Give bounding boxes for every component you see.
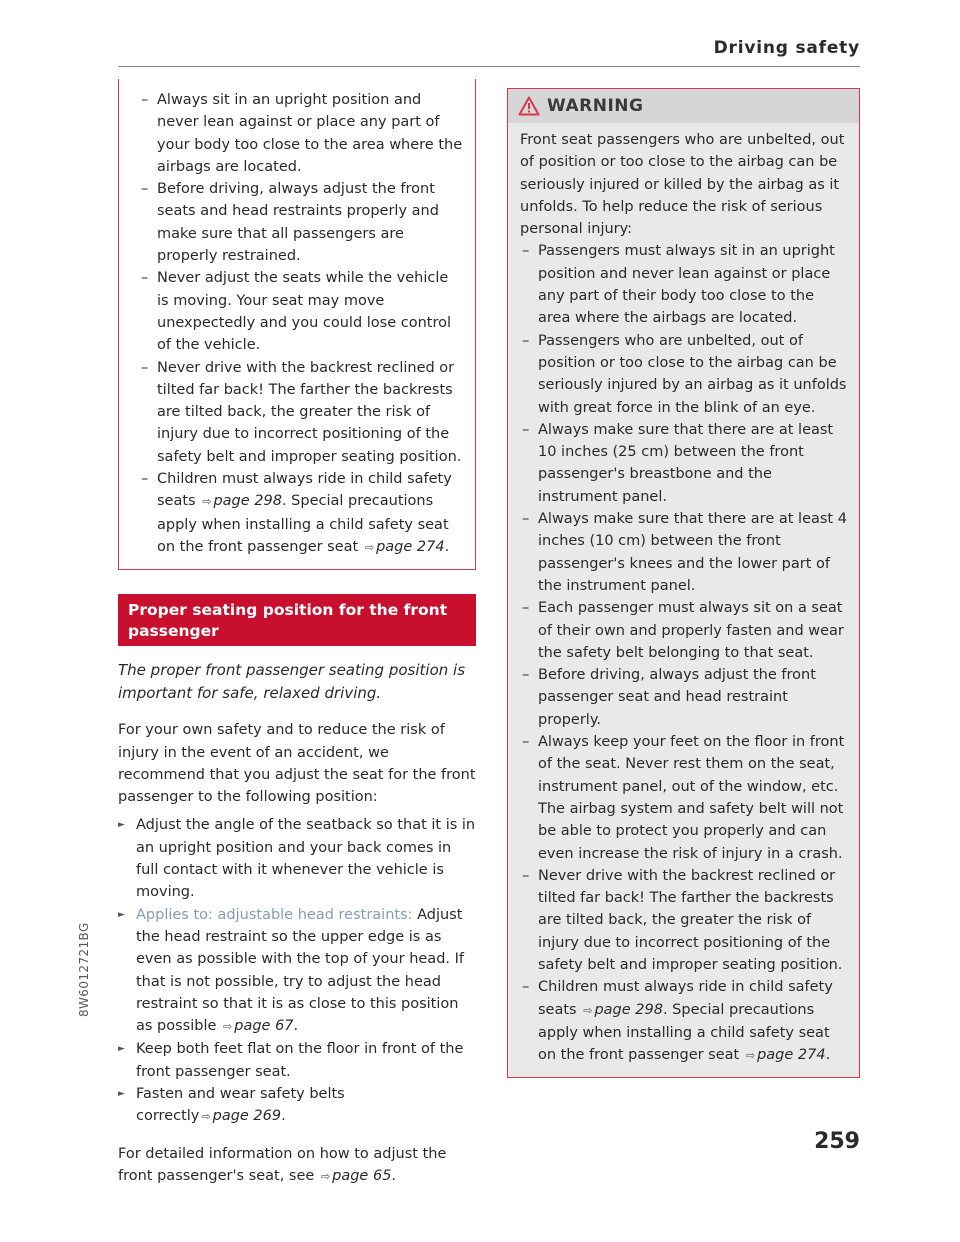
item-text: . Special precautions apply when installing a child safety seat on the front passenger seat [538, 1001, 830, 1064]
list-item: – Always keep your feet on the floor in front of the seat. Never rest them on the seat, instrument panel, out of the window, etc. The airbag system and safety belt will not be able to protect you properly and can even increase the risk of injury in a crash. [520, 731, 847, 865]
applies-to-note: Applies to: adjustable head restraints: [136, 906, 413, 923]
list-item: – Always make sure that there are at least 10 inches (25 cm) between the front passenger's breastbone and the instrument panel. [520, 419, 847, 508]
reference-arrow-icon: ⇨ [583, 1003, 593, 1017]
instruction-step [118, 904, 476, 1039]
left-column [118, 79, 476, 1188]
list-item: – Always sit in an upright position and never lean against or place any part of your body too close to the area where the airbags are located. [139, 89, 463, 178]
list-item: – Never drive with the backrest reclined or tilted far back! The farther the backrests are tilted back, the greater the risk of injury due to incorrect positioning of the safety belt and improper seating position. [139, 357, 463, 468]
list-item: – Never drive with the backrest reclined or tilted far back! The farther the backrests are tilted back, the greater the risk of injury due to incorrect positioning of the safety belt and improper seating position. [520, 865, 847, 976]
reference-arrow-icon: ⇨ [201, 1110, 211, 1124]
warning-triangle-icon [518, 96, 540, 116]
list-item: – Always make sure that there are at least 4 inches (10 cm) between the front passenger's knees and the lower part of the instrument panel. [520, 508, 847, 597]
instruction-step: ► Adjust the angle of the seatback so that it is in an upright position and your back comes in full contact with it whenever the vehicle is moving. [118, 814, 476, 903]
warning-title: WARNING [547, 96, 644, 116]
reference-page: page 274 [376, 538, 445, 555]
list-item: – Before driving, always adjust the front passenger seat and head restraint properly. [520, 664, 847, 731]
page-reference[interactable] [199, 1108, 281, 1124]
document-code: 8W6012721BG [77, 922, 91, 1017]
step-text: Fasten and wear safety belts correctly [136, 1085, 345, 1125]
reference-page: page 274 [757, 1047, 826, 1064]
body-paragraph: For your own safety and to reduce the risk of injury in the event of an accident, we recommend that you adjust the seat for the front passenger to the following position: [118, 722, 476, 806]
warning-continuation-list [139, 89, 463, 559]
warning-box [507, 88, 860, 1078]
warning-list [520, 240, 847, 1067]
page-reference[interactable] [200, 493, 282, 509]
item-text: . [444, 538, 450, 555]
list-item [139, 468, 463, 559]
item-text: Children must always ride in child safety seats [157, 471, 452, 510]
reference-arrow-icon: ⇨ [202, 495, 212, 509]
instruction-step [118, 1083, 476, 1129]
page-reference[interactable] [744, 1047, 826, 1063]
reference-arrow-icon: ⇨ [745, 1049, 756, 1063]
step-text: Adjust the head restraint so the upper edge is as even as possible with the top of your head. If that is not possible, try to adjust the head restraint so that it is as close to this position as possible [136, 906, 464, 1035]
page-number: 259 [814, 1129, 860, 1154]
reference-page: page 65 [332, 1167, 392, 1184]
step-text: . [293, 1018, 299, 1035]
section-heading: Proper seating position for the front passenger [118, 594, 476, 646]
item-text: . Special precautions apply when installing a child safety seat on the front passenger seat [157, 493, 449, 555]
reference-page: page 269 [212, 1108, 282, 1125]
page-reference[interactable] [581, 1002, 663, 1018]
section-intro: The proper front passenger seating position is important for safe, relaxed driving. [118, 661, 466, 703]
reference-arrow-icon: ⇨ [364, 540, 375, 554]
reference-page: page 298 [213, 493, 282, 510]
warning-intro: Front seat passengers who are unbelted, out of position or too close to the airbag can be seriously injured or killed by the airbag as it unfolds. To help reduce the risk of serious personal injury: [520, 132, 845, 238]
instruction-step: ► Keep both feet flat on the floor in front of the front passenger seat. [118, 1038, 476, 1083]
reference-page: page 67 [234, 1018, 294, 1035]
footer-paragraph [118, 1143, 476, 1189]
reference-arrow-icon: ⇨ [320, 1169, 331, 1183]
paragraph-text: For detailed information on how to adjust the front passenger's seat, see [118, 1145, 447, 1184]
page-reference[interactable] [221, 1018, 294, 1034]
item-text: Children must always ride in child safety seats [538, 979, 833, 1018]
reference-arrow-icon: ⇨ [223, 1020, 233, 1034]
list-item [520, 976, 847, 1067]
warning-continuation-box [118, 79, 476, 570]
warning-header [508, 89, 859, 123]
step-text: . [281, 1108, 286, 1125]
reference-page: page 298 [594, 1001, 663, 1018]
section-title: Driving safety [713, 38, 860, 58]
list-item: – Passengers must always sit in an upright position and never lean against or place any part of their body too close to the area where the airbags are located. [520, 240, 847, 329]
header-divider [118, 66, 860, 67]
list-item: – Before driving, always adjust the front seats and head restraints properly and make sure that all passengers are properly restrained. [139, 178, 463, 267]
list-item: – Passengers who are unbelted, out of position or too close to the airbag can be seriously injured by an airbag as it unfolds with great force in the blink of an eye. [520, 330, 847, 419]
right-column [507, 88, 860, 1078]
page-reference[interactable] [363, 539, 445, 555]
page-reference[interactable] [319, 1168, 392, 1184]
list-item: – Never adjust the seats while the vehicle is moving. Your seat may move unexpectedly and you could lose control of the vehicle. [139, 267, 463, 356]
warning-body [508, 123, 859, 1077]
list-item: – Each passenger must always sit on a seat of their own and properly fasten and wear the safety belt belonging to that seat. [520, 597, 847, 664]
item-text: . [825, 1047, 831, 1064]
paragraph-text: . [391, 1167, 397, 1184]
instruction-steps [118, 814, 476, 1128]
